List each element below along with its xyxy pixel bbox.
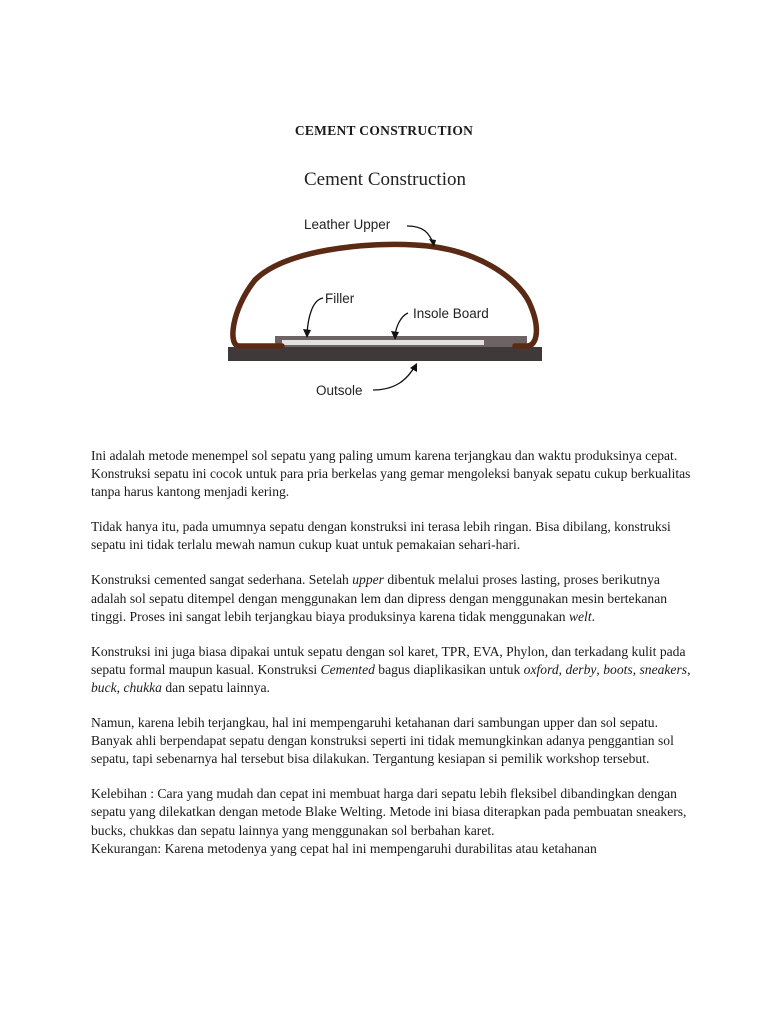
paragraph-4-emphasis-derby: derby xyxy=(565,661,597,677)
paragraph-3-emphasis-upper: upper xyxy=(352,572,384,588)
body-text xyxy=(91,447,691,858)
paragraph-3 xyxy=(91,571,691,625)
paragraph-4-separator-4: , xyxy=(687,661,691,677)
diagram-svg xyxy=(215,160,555,410)
paragraph-3-text-3: . xyxy=(591,608,595,624)
paragraph-4-separator-3: , xyxy=(632,661,640,677)
paragraph-4-emphasis-boots: boots xyxy=(603,661,633,677)
paragraph-4-separator-5: , xyxy=(116,679,124,695)
paragraph-3-emphasis-welt: welt xyxy=(568,608,592,624)
outsole-shape xyxy=(228,347,542,361)
outsole-label: Outsole xyxy=(316,383,363,398)
paragraph-4-emphasis-buck: buck xyxy=(91,679,117,695)
outsole-pointer xyxy=(373,366,415,390)
paragraph-4-emphasis-oxford: oxford xyxy=(523,661,559,677)
leather-upper-shape xyxy=(233,244,537,346)
filler-pointer xyxy=(307,298,323,334)
paragraph-4-text-2: bagus diaplikasikan untuk xyxy=(374,661,524,677)
paragraph-4-emphasis-sneakers: sneakers xyxy=(639,661,688,677)
paragraph-3-text-2: dibentuk melalui proses lasting, proses berikutnya adalah sol sepatu ditempel dengan menggunakan lem dan dipress dengan menggunakan mesin bertekanan tinggi. Proses ini sangat lebih terjangkau biaya produksinya karena tidak menggunakan xyxy=(91,572,668,624)
paragraph-1: Ini adalah metode menempel sol sepatu yang paling umum karena terjangkau dan waktu produksinya cepat. Konstruksi sepatu ini cocok untuk para pria berkelas yang gemar mengoleksi banyak sepatu cukup berkualitas tanpa harus kantong menjadi kering. xyxy=(91,448,691,500)
paragraph-5: Namun, karena lebih terjangkau, hal ini mempengaruhi ketahanan dari sambungan upper dan sol sepatu. Banyak ahli berpendapat sepatu dengan konstruksi seperti ini tidak memungkinkan adanya penggantian sol sepatu, tapi sebenarnya hal tersebut bisa dilakukan. Tergantung kesiapan si pemilik workshop tersebut. xyxy=(91,715,674,767)
paragraph-4-separator-2: , xyxy=(596,661,604,677)
paragraph-4-separator-1: , xyxy=(558,661,566,677)
paragraph-3-text-1: Konstruksi cemented sangat sederhana. Setelah xyxy=(91,572,353,588)
paragraph-7: Kekurangan: Karena metodenya yang cepat hal ini mempengaruhi durabilitas atau ketahanan xyxy=(91,840,597,856)
paragraph-4-emphasis-cemented: Cemented xyxy=(320,661,375,677)
insole-board-label: Insole Board xyxy=(413,306,489,321)
paragraph-4-text-3: dan sepatu lainnya. xyxy=(161,679,270,695)
paragraph-4-emphasis-chukka: chukka xyxy=(123,679,162,695)
leather-upper-label: Leather Upper xyxy=(304,217,391,232)
paragraph-6: Kelebihan : Cara yang mudah dan cepat ini membuat harga dari sepatu lebih fleksibel dibandingkan dengan sepatu yang dilekatkan dengan metode Blake Welting. Metode ini biasa diterapkan pada pembuatan sneakers, bucks, chukkas dan sepatu lainnya yang menggunakan sol berbahan karet. xyxy=(91,786,687,838)
paragraph-4-text-1: Konstruksi ini juga biasa dipakai untuk sepatu dengan sol karet, TPR, EVA, Phylon, dan terkadang kulit pada sepatu formal maupun kasual. Konstruksi xyxy=(91,643,686,677)
document-heading: CEMENT CONSTRUCTION xyxy=(294,123,474,138)
filler-label: Filler xyxy=(325,291,355,306)
outsole-arrowhead xyxy=(410,363,417,372)
paragraph-2: Tidak hanya itu, pada umumnya sepatu dengan konstruksi ini terasa lebih ringan. Bisa dibilang, konstruksi sepatu ini tidak terlalu mewah namun cukup kuat untuk pemakaian sehari-hari. xyxy=(91,519,671,553)
diagram-title: Cement Construction xyxy=(303,169,467,190)
paragraph-4 xyxy=(91,643,691,697)
filler-shape xyxy=(282,340,484,345)
cement-construction-diagram xyxy=(215,160,555,410)
